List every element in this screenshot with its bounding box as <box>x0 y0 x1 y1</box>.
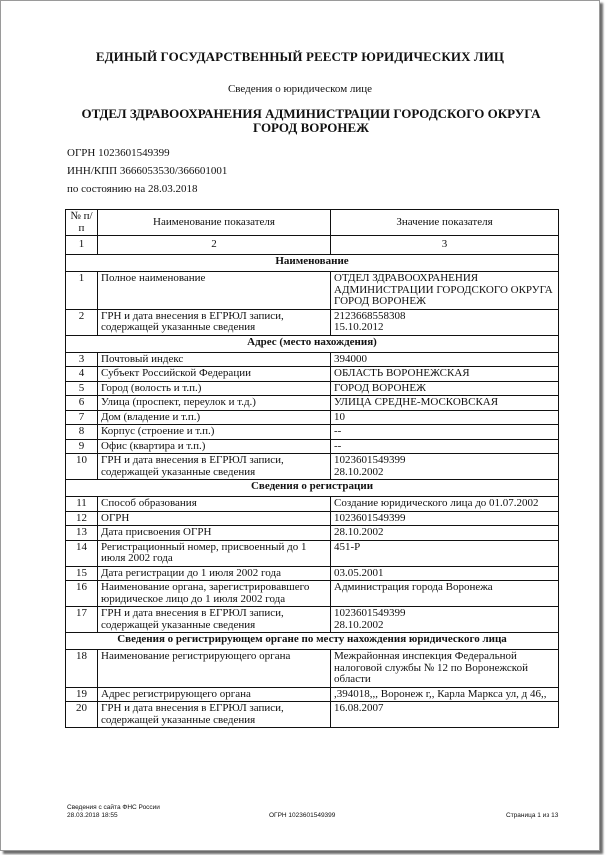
row-value: 2123668558308 15.10.2012 <box>331 309 559 335</box>
table-row <box>66 497 559 512</box>
row-value: УЛИЦА СРЕДНЕ-МОСКОВСКАЯ <box>331 396 559 411</box>
footer-ogrn: ОГРН 1023601549399 <box>269 812 336 819</box>
row-number: 10 <box>66 454 98 480</box>
table-column-numbers-row <box>66 236 559 255</box>
row-number: 9 <box>66 439 98 454</box>
footer-datetime: 28.03.2018 18:55 <box>67 812 118 819</box>
row-number: 5 <box>66 381 98 396</box>
table-row <box>66 396 559 411</box>
row-value: 10 <box>331 410 559 425</box>
table-row <box>66 425 559 440</box>
row-value: ОБЛАСТЬ ВОРОНЕЖСКАЯ <box>331 367 559 382</box>
row-value: -- <box>331 439 559 454</box>
row-indicator: Корпус (строение и т.п.) <box>98 425 331 440</box>
row-indicator: ГРН и дата внесения в ЕГРЮЛ записи, содержащей указанные сведения <box>98 309 331 335</box>
row-indicator: Наименование органа, зарегистрировавшего юридическое лицо до 1 июля 2002 года <box>98 581 331 607</box>
row-value: 16.08.2007 <box>331 702 559 728</box>
document-title: ЕДИНЫЙ ГОСУДАРСТВЕННЫЙ РЕЕСТР ЮРИДИЧЕСКИХ ЛИЦ <box>95 49 505 64</box>
table-row <box>66 581 559 607</box>
organization-name: ОТДЕЛ ЗДРАВООХРАНЕНИЯ АДМИНИСТРАЦИИ ГОРОДСКОГО ОКРУГА ГОРОД ВОРОНЕЖ <box>81 106 541 135</box>
footer-source-label: Сведения с сайта ФНС России <box>67 804 160 811</box>
as-of-date: по состоянию на 28.03.2018 <box>67 183 198 195</box>
section-header-row <box>66 480 559 497</box>
table-row <box>66 381 559 396</box>
table-row <box>66 607 559 633</box>
row-value: ,394018,,, Воронеж г,, Карла Маркса ул, д 46,, <box>331 687 559 702</box>
section-title: Наименование <box>66 255 559 272</box>
row-number: 13 <box>66 526 98 541</box>
col-header-indicator: Наименование показателя <box>98 210 331 236</box>
row-indicator: Регистрационный номер, присвоенный до 1 июля 2002 года <box>98 540 331 566</box>
row-indicator: Почтовый индекс <box>98 352 331 367</box>
table-row <box>66 309 559 335</box>
table-header-row <box>66 210 559 236</box>
table-row <box>66 650 559 688</box>
document-subtitle: Сведения о юридическом лице <box>227 83 373 95</box>
row-value: ГОРОД ВОРОНЕЖ <box>331 381 559 396</box>
row-number: 20 <box>66 702 98 728</box>
section-title: Сведения о регистрирующем органе по месту нахождения юридического лица <box>66 633 559 650</box>
row-indicator: Дата регистрации до 1 июля 2002 года <box>98 566 331 581</box>
row-indicator: Дом (владение и т.п.) <box>98 410 331 425</box>
table-row <box>66 702 559 728</box>
table-row <box>66 454 559 480</box>
table-row <box>66 439 559 454</box>
table-row <box>66 352 559 367</box>
section-title: Сведения о регистрации <box>66 480 559 497</box>
section-header-row <box>66 255 559 272</box>
row-number: 11 <box>66 497 98 512</box>
inn-kpp-line: ИНН/КПП 3666053530/366601001 <box>67 165 228 177</box>
row-indicator: Наименование регистрирующего органа <box>98 650 331 688</box>
row-number: 19 <box>66 687 98 702</box>
section-title: Адрес (место нахождения) <box>66 335 559 352</box>
table-row <box>66 410 559 425</box>
row-indicator: Полное наименование <box>98 272 331 310</box>
row-indicator: Субъект Российской Федерации <box>98 367 331 382</box>
row-value: 451-Р <box>331 540 559 566</box>
row-number: 4 <box>66 367 98 382</box>
row-number: 1 <box>66 272 98 310</box>
row-value: Администрация города Воронежа <box>331 581 559 607</box>
col-number-1: 1 <box>66 236 98 255</box>
row-indicator: Улица (проспект, переулок и т.д.) <box>98 396 331 411</box>
row-indicator: Адрес регистрирующего органа <box>98 687 331 702</box>
row-indicator: Дата присвоения ОГРН <box>98 526 331 541</box>
row-value: -- <box>331 425 559 440</box>
col-header-value: Значение показателя <box>331 210 559 236</box>
row-number: 18 <box>66 650 98 688</box>
table-row <box>66 272 559 310</box>
table-row <box>66 511 559 526</box>
ogrn-line: ОГРН 1023601549399 <box>67 147 170 159</box>
row-value: 1023601549399 28.10.2002 <box>331 607 559 633</box>
row-value: 28.10.2002 <box>331 526 559 541</box>
row-value: 1023601549399 <box>331 511 559 526</box>
section-header-row <box>66 335 559 352</box>
table-row <box>66 687 559 702</box>
section-header-row <box>66 633 559 650</box>
row-number: 16 <box>66 581 98 607</box>
table-row <box>66 540 559 566</box>
table-row <box>66 367 559 382</box>
row-number: 12 <box>66 511 98 526</box>
row-value: 1023601549399 28.10.2002 <box>331 454 559 480</box>
col-header-number: № п/п <box>66 210 98 236</box>
footer-page-number: Страница 1 из 13 <box>506 812 559 819</box>
row-number: 8 <box>66 425 98 440</box>
row-indicator: ГРН и дата внесения в ЕГРЮЛ записи, содержащей указанные сведения <box>98 454 331 480</box>
row-number: 6 <box>66 396 98 411</box>
row-number: 17 <box>66 607 98 633</box>
row-indicator: Способ образования <box>98 497 331 512</box>
row-indicator: ГРН и дата внесения в ЕГРЮЛ записи, содержащей указанные сведения <box>98 702 331 728</box>
row-value: Межрайонная инспекция Федеральной налоговой службы № 12 по Воронежской области <box>331 650 559 688</box>
row-number: 2 <box>66 309 98 335</box>
row-indicator: ОГРН <box>98 511 331 526</box>
row-number: 7 <box>66 410 98 425</box>
row-number: 15 <box>66 566 98 581</box>
footer-source <box>67 804 160 820</box>
row-value: 394000 <box>331 352 559 367</box>
row-indicator: Город (волость и т.п.) <box>98 381 331 396</box>
col-number-3: 3 <box>331 236 559 255</box>
row-value: Создание юридического лица до 01.07.2002 <box>331 497 559 512</box>
table-row <box>66 566 559 581</box>
row-indicator: ГРН и дата внесения в ЕГРЮЛ записи, содержащей указанные сведения <box>98 607 331 633</box>
row-indicator: Офис (квартира и т.п.) <box>98 439 331 454</box>
table-row <box>66 526 559 541</box>
row-value: 03.05.2001 <box>331 566 559 581</box>
row-value: ОТДЕЛ ЗДРАВООХРАНЕНИЯ АДМИНИСТРАЦИИ ГОРОДСКОГО ОКРУГА ГОРОД ВОРОНЕЖ <box>331 272 559 310</box>
col-number-2: 2 <box>98 236 331 255</box>
row-number: 14 <box>66 540 98 566</box>
registry-table <box>65 209 559 728</box>
row-number: 3 <box>66 352 98 367</box>
